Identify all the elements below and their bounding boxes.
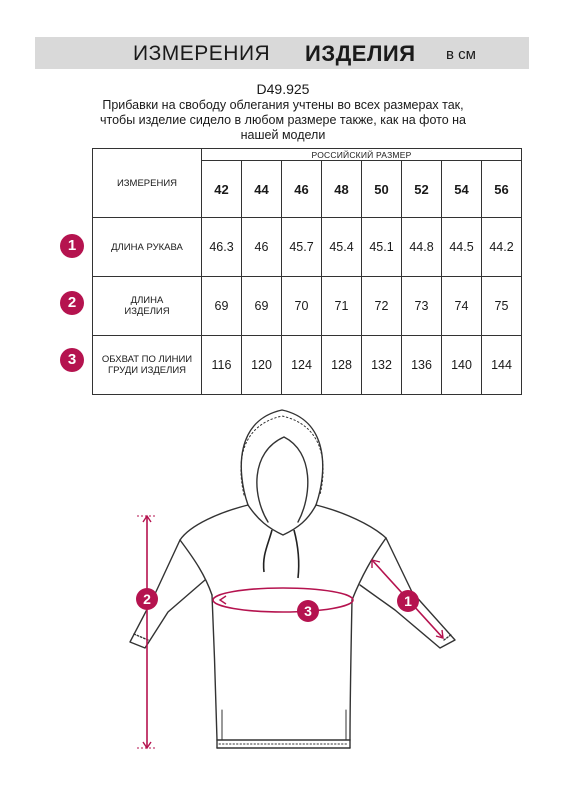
value-cell: 45.4 [322, 218, 362, 277]
row-badge-1: 1 [60, 234, 84, 258]
hoodie-diagram [0, 395, 566, 795]
value-cell: 69 [202, 277, 242, 336]
table-row-product-length [93, 277, 522, 336]
value-cell: 72 [362, 277, 402, 336]
value-cell: 70 [282, 277, 322, 336]
header-product: ИЗДЕЛИЯ [305, 41, 416, 66]
size-cell: 50 [362, 161, 402, 218]
size-cell: 52 [402, 161, 442, 218]
value-cell: 124 [282, 336, 322, 395]
value-cell: 44.8 [402, 218, 442, 277]
header-unit: в см [446, 46, 476, 63]
chest-ellipse [213, 588, 353, 612]
value-cell: 116 [202, 336, 242, 395]
table-row-chest-girth [93, 336, 522, 395]
fit-note: Прибавки на свободу облегания учтены во всех размерах так, чтобы изделие сидело в любом размере также, как на фото на нашей модели [100, 98, 466, 142]
size-table [92, 148, 522, 395]
value-cell: 46 [242, 218, 282, 277]
value-cell: 120 [242, 336, 282, 395]
value-cell: 132 [362, 336, 402, 395]
value-cell: 128 [322, 336, 362, 395]
value-cell: 136 [402, 336, 442, 395]
size-cell: 42 [202, 161, 242, 218]
value-cell: 71 [322, 277, 362, 336]
size-table-header-row [93, 149, 522, 161]
size-cell: 56 [482, 161, 522, 218]
table-row-sleeve-length [93, 218, 522, 277]
diagram-badges [136, 588, 419, 622]
value-cell: 45.7 [282, 218, 322, 277]
russian-size-header: РОССИЙСКИЙ РАЗМЕР [202, 149, 522, 161]
header-bar [35, 37, 529, 69]
size-cell: 44 [242, 161, 282, 218]
drawstrings [264, 530, 299, 578]
size-cell: 54 [442, 161, 482, 218]
row-badge-2: 2 [60, 291, 84, 315]
size-cell: 48 [322, 161, 362, 218]
value-cell: 144 [482, 336, 522, 395]
value-cell: 69 [242, 277, 282, 336]
row-label: ДЛИНА РУКАВА [93, 218, 202, 277]
value-cell: 44.5 [442, 218, 482, 277]
diagram-badge-1-label: 1 [404, 593, 412, 609]
measurement-markers [137, 516, 443, 748]
product-code: D49.925 [256, 81, 310, 97]
value-cell: 46.3 [202, 218, 242, 277]
diagram-badge-2-label: 2 [143, 591, 151, 607]
value-cell: 73 [402, 277, 442, 336]
value-cell: 75 [482, 277, 522, 336]
row-label: ОБХВАТ ПО ЛИНИИ ГРУДИ ИЗДЕЛИЯ [93, 336, 202, 395]
header-measurements: ИЗМЕРЕНИЯ [133, 42, 271, 65]
row-badge-3: 3 [60, 348, 84, 372]
value-cell: 45.1 [362, 218, 402, 277]
row-label: ДЛИНА ИЗДЕЛИЯ [93, 277, 202, 336]
size-cell: 46 [282, 161, 322, 218]
diagram-badge-3-label: 3 [304, 603, 312, 619]
hoodie-outline [130, 410, 455, 748]
measurements-header: ИЗМЕРЕНИЯ [93, 149, 202, 218]
value-cell: 74 [442, 277, 482, 336]
value-cell: 140 [442, 336, 482, 395]
value-cell: 44.2 [482, 218, 522, 277]
